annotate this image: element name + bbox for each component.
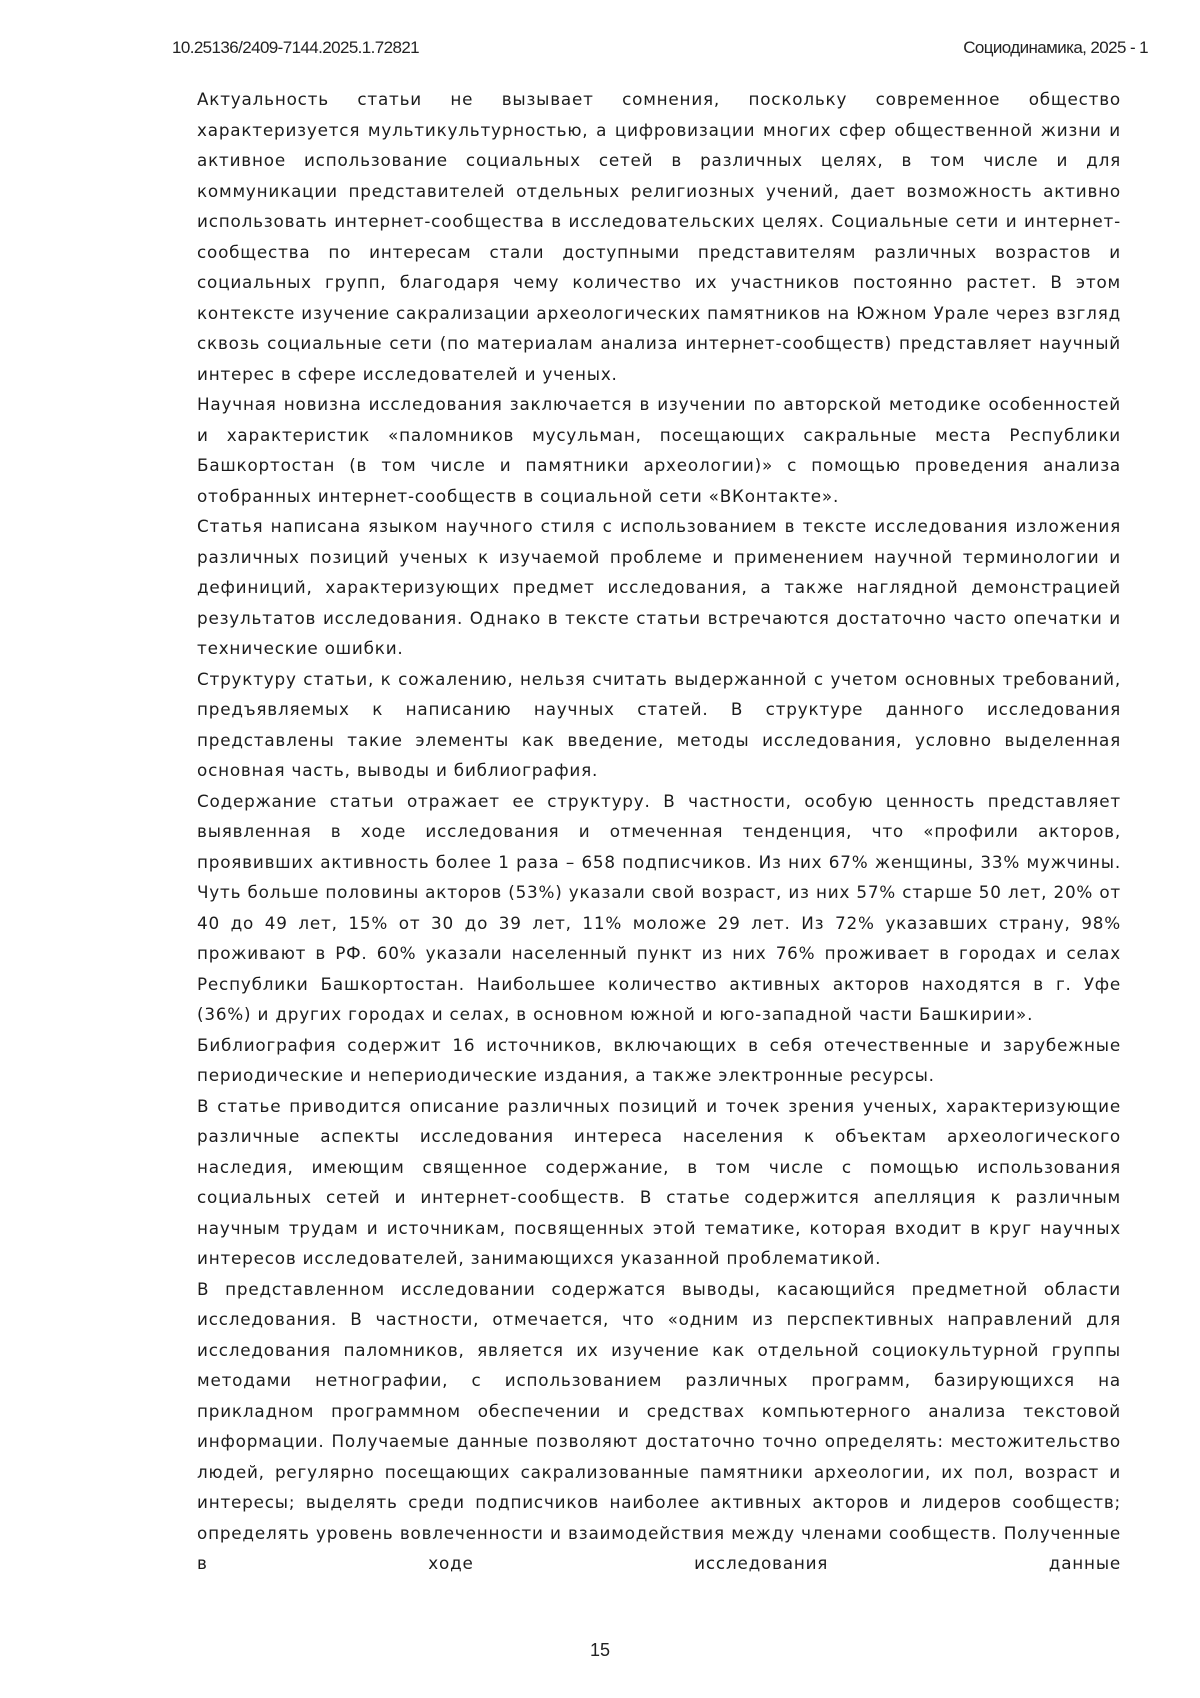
- paragraph-conclusions: В представленном исследовании содержатся выводы, касающийся предметной области исследования. В частности, отмечается, что «одним из перспективных направлений для исследования паломников, является их изучение как отдельной социокультурной группы методами нетнографии, с использованием различных программ, базирующихся на прикладном программном обеспечении и средствах компьютерного анализа текстовой информации. Получаемые данные позволяют достаточно точно определять: местожительство людей, регулярно посещающих сакрализованные памятники археологии, их пол, возраст и интересы; выделять среди подписчиков наиболее активных акторов и лидеров сообществ; определять уровень вовлеченности и взаимодействия между членами сообществ. Полученные в ходе исследования данные: [197, 1274, 1121, 1579]
- paragraph-style: Статья написана языком научного стиля с использованием в тексте исследования изложения различных позиций ученых к изучаемой проблеме и применением научной терминологии и дефиниций, характеризующих предмет исследования, а также наглядной демонстрацией результатов исследования. Однако в тексте статьи встречаются достаточно часто опечатки и технические ошибки.: [197, 511, 1121, 664]
- journal-issue: Социодинамика, 2025 - 1: [963, 38, 1148, 58]
- paragraph-structure: Структуру статьи, к сожалению, нельзя считать выдержанной с учетом основных требований, предъявляемых к написанию научных статей. В структуре данного исследования представлены такие элементы как введение, методы исследования, условно выделенная основная часть, выводы и библиография.: [197, 664, 1121, 786]
- paragraph-relevance: Актуальность статьи не вызывает сомнения, поскольку современное общество характеризуется мультикультурностью, а цифровизации многих сфер общественной жизни и активное использование социальных сетей в различных целях, в том числе и для коммуникации представителей отдельных религиозных учений, дает возможность активно использовать интернет-сообщества в исследовательских целях. Социальные сети и интернет-сообщества по интересам стали доступными представителям различных возрастов и социальных групп, благодаря чему количество их участников постоянно растет. В этом контексте изучение сакрализации археологических памятников на Южном Урале через взгляд сквозь социальные сети (по материалам анализа интернет-сообществ) представляет научный интерес в сфере исследователей и ученых.: [197, 84, 1121, 389]
- running-header: [172, 38, 1148, 62]
- article-body: [197, 84, 1121, 1579]
- paragraph-bibliography: Библиография содержит 16 источников, включающих в себя отечественные и зарубежные периодические и непериодические издания, а также электронные ресурсы.: [197, 1030, 1121, 1091]
- paragraph-novelty: Научная новизна исследования заключается в изучении по авторской методике особенностей и характеристик «паломников мусульман, посещающих сакральные места Республики Башкортостан (в том числе и памятники археологии)» с помощью проведения анализа отобранных интернет-сообществ в социальной сети «ВКонтакте».: [197, 389, 1121, 511]
- doi-identifier: 10.25136/2409-7144.2025.1.72821: [172, 38, 419, 58]
- paragraph-content: Содержание статьи отражает ее структуру. В частности, особую ценность представляет выявленная в ходе исследования и отмеченная тенденция, что «профили акторов, проявивших активность более 1 раза – 658 подписчиков. Из них 67% женщины, 33% мужчины. Чуть больше половины акторов (53%) указали свой возраст, из них 57% старше 50 лет, 20% от 40 до 49 лет, 15% от 30 до 39 лет, 11% моложе 29 лет. Из 72% указавших страну, 98% проживают в РФ. 60% указали населенный пункт из них 76% проживает в городах и селах Республики Башкортостан. Наибольшее количество активных акторов находятся в г. Уфе (36%) и других городах и селах, в основном южной и юго-западной части Башкирии».: [197, 786, 1121, 1030]
- page-number: 15: [0, 1640, 1200, 1661]
- paragraph-appeal: В статье приводится описание различных позиций и точек зрения ученых, характеризующие различные аспекты исследования интереса населения к объектам археологического наследия, имеющим священное содержание, в том числе с помощью использования социальных сетей и интернет-сообществ. В статье содержится апелляция к различным научным трудам и источникам, посвященных этой тематике, которая входит в круг научных интересов исследователей, занимающихся указанной проблематикой.: [197, 1091, 1121, 1274]
